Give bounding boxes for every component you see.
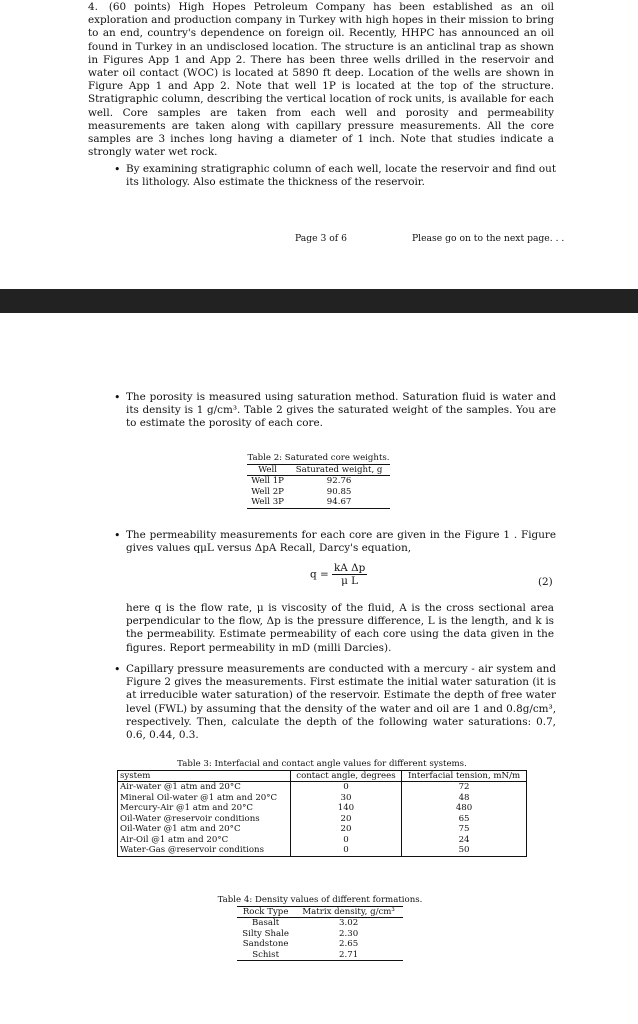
table-cell: 480 — [402, 803, 527, 814]
table-cell: 65 — [402, 814, 527, 825]
table-cell: Oil-Water @1 atm and 20°C — [120, 824, 241, 834]
table-row — [118, 845, 527, 856]
table-row — [118, 793, 527, 804]
table-row — [118, 835, 527, 846]
page-gap — [0, 289, 638, 313]
table-2-grid — [247, 464, 390, 509]
table-cell: Oil-Water @reservoir conditions — [120, 813, 260, 824]
table-row — [247, 497, 390, 508]
problem-text: (60 points) High Hopes Petroleum Company has been established as an oil exploration and production company in Turkey with high hopes in their mission to bring to an end, country's dependence on foreign oil. Recently, HHPC has announced an oil found in Turkey in an undisclosed location. The structure is an anticlinal trap as shown in Figures App 1 and App 2. There has been three wells drilled in the reservoir and water oil contact (WOC) is located at 5890 ft deep. Location of the wells are shown in Figure App 1 and App 2. Note that well 1P is located at the top of the structure. Stratigraphic column, describing the vertical location of rock units, is available for each well. Core samples are taken from each well and porosity and permeability measurements are taken along with capillary pressure measurements. All the core samples are 3 inches long having a diameter of 1 inch. Note that studies indicate a strongly water wet rock. — [88, 1, 554, 159]
table-cell: 75 — [402, 824, 527, 835]
table-row — [247, 487, 390, 498]
page-4-top — [0, 313, 638, 1024]
table-4-grid — [237, 906, 403, 962]
table-cell: 94.67 — [288, 497, 390, 508]
table-cell: 2.65 — [339, 939, 359, 949]
table-cell: Mineral Oil-water @1 atm and 20°C — [120, 792, 278, 803]
bullet-text: By examining stratigraphic column of each well, locate the reservoir and find out its lithology. Also estimate the thickness of the reservoir. — [126, 163, 556, 189]
table-row — [247, 476, 390, 487]
table-row — [118, 803, 527, 814]
table-cell: 90.85 — [326, 486, 352, 497]
bullet-dot: • — [114, 663, 121, 676]
table-3-caption: Table 3: Interfacial and contact angle values for different systems. — [177, 759, 467, 769]
table-cell: 20 — [290, 824, 401, 835]
permeability-description: here q is the flow rate, μ is viscosity of the fluid, A is the cross sectional area perpendicular to the flow, Δp is the pressure difference, L is the length, and k is the permeability. Estimate permeability of each core using the data given in the figures. Report permeability in mD (milli Darcies). — [126, 602, 554, 654]
equation-fraction — [332, 562, 367, 587]
table-2-caption: Table 2: Saturated core weights. — [247, 453, 390, 463]
equation-denominator: μ L — [341, 575, 359, 587]
table-cell: Well 1P — [251, 476, 284, 486]
table-cell: 50 — [402, 845, 527, 856]
table-row — [118, 782, 527, 793]
table-row — [237, 929, 403, 940]
table-cell: 3.02 — [339, 918, 359, 928]
table-3-header-angle: contact angle, degrees — [290, 770, 401, 782]
table-4-caption: Table 4: Density values of different formations. — [217, 895, 423, 905]
table-3-header-tension: Interfacial tension, mN/m — [402, 770, 527, 782]
bullet-text: The permeability measurements for each core are given in the Figure 1 . Figure gives values qμL versus ΔpA Recall, Darcy's equation, — [126, 529, 556, 555]
table-3-header-system: system — [118, 770, 291, 782]
table-cell: Mercury-Air @1 atm and 20°C — [120, 803, 253, 813]
table-cell: Silty Shale — [242, 928, 290, 939]
table-cell: 2.71 — [294, 950, 403, 961]
table-cell: 0 — [290, 845, 401, 856]
table-cell: Basalt — [252, 918, 280, 928]
table-cell: 0 — [290, 782, 401, 793]
table-2-header-well: Well — [247, 464, 288, 476]
table-cell: 2.30 — [339, 928, 359, 939]
table-row — [118, 824, 527, 835]
table-cell: Sandstone — [242, 939, 289, 949]
table-cell: 72 — [402, 782, 527, 793]
table-3 — [117, 759, 527, 857]
table-cell: Well 2P — [251, 486, 284, 497]
table-cell: Well 3P — [247, 497, 288, 508]
bullet-text: Capillary pressure measurements are conducted with a mercury - air system and Figure 2 gives the measurements. First estimate the initial water saturation (it is at irreducible water saturation) of the reservoir. Estimate the depth of free water level (FWL) by assuming that the density of the water and oil are 1 and 0.8g/cm³, respectively. Then, calculate the depth of the following water saturations: 0.7, 0.6, 0.44, 0.3. — [126, 663, 556, 742]
table-4-header-rock: Rock Type — [237, 906, 294, 918]
equation-numerator: kA Δp — [333, 562, 366, 574]
table-cell: Water-Gas @reservoir conditions — [118, 845, 291, 856]
bullet-text: The porosity is measured using saturation method. Saturation fluid is water and its density is 1 g/cm³. Table 2 gives the saturated weight of the samples. You are to estimate the porosity of each core. — [126, 391, 556, 430]
table-cell: 140 — [290, 803, 401, 814]
table-3-grid — [117, 770, 527, 857]
table-cell: 20 — [290, 814, 401, 825]
table-cell: Air-Oil @1 atm and 20°C — [120, 834, 229, 845]
table-2 — [247, 453, 390, 509]
table-cell: 30 — [290, 793, 401, 804]
table-cell: 0 — [290, 835, 401, 846]
problem-number: 4. — [88, 1, 98, 13]
bullet-dot: • — [114, 529, 121, 542]
darcy-equation — [310, 562, 367, 587]
table-row — [118, 814, 527, 825]
bullet-dot: • — [114, 163, 121, 176]
table-row — [237, 950, 403, 961]
problem-4-paragraph — [88, 1, 554, 159]
table-cell: Schist — [237, 950, 294, 961]
table-2-header-weight: Saturated weight, g — [288, 464, 390, 476]
table-cell: 24 — [402, 835, 527, 846]
page-3-bottom — [0, 0, 638, 289]
table-4-header-density: Matrix density, g/cm³ — [294, 906, 403, 918]
equation-lhs: q = — [310, 568, 329, 581]
table-cell: Air-water @1 atm and 20°C — [120, 782, 241, 792]
table-cell: 48 — [402, 793, 527, 804]
table-4 — [217, 895, 423, 961]
table-row — [237, 918, 403, 929]
table-cell: 92.76 — [326, 476, 352, 486]
page-number: Page 3 of 6 — [295, 233, 347, 244]
equation-number: (2) — [538, 576, 553, 588]
bullet-dot: • — [114, 391, 121, 404]
table-row — [237, 939, 403, 950]
next-page-note: Please go on to the next page. . . — [412, 233, 565, 244]
